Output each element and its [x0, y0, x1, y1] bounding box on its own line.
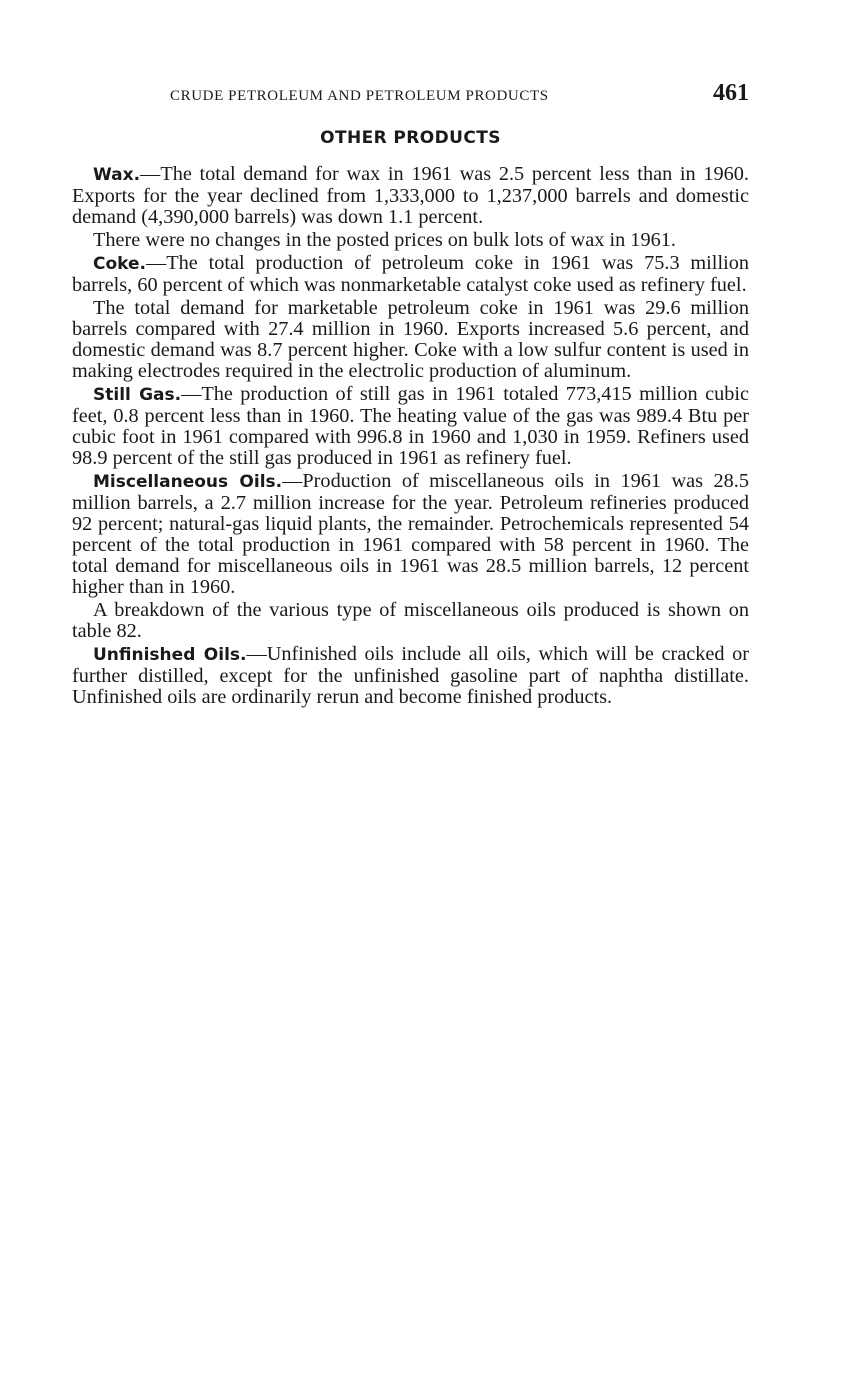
paragraph-text: —The total demand for wax in 1961 was 2.5 percent less than in 1960. Exports for the year declined from 1,333,000 to 1,237,000 barrels and domestic demand (4,390,000 barrels) was down 1.1 percent.: [72, 163, 749, 228]
paragraph-text: —Unfinished oils include all oils, which will be cracked or further distilled, except for the unfinished gasoline part of naphtha distillate. Unfinished oils are ordinarily rerun and become finished products.: [72, 643, 749, 708]
page-number: 461: [713, 80, 749, 106]
paragraph-lead-unfinished-oils: Unfinished Oils.: [93, 645, 247, 665]
section-title: OTHER PRODUCTS: [320, 128, 501, 148]
paragraph-miscellaneous-oils: [72, 471, 749, 598]
paragraph-wax-prices: [72, 230, 749, 251]
paragraph-text: —The total production of petroleum coke in 1961 was 75.3 million barrels, 60 percent of which was nonmarketable catalyst coke used as refinery fuel.: [72, 252, 749, 296]
running-header: [72, 80, 749, 112]
paragraph-text: There were no changes in the posted prices on bulk lots of wax in 1961.: [93, 229, 676, 251]
paragraph-text: The total demand for marketable petroleum coke in 1961 was 29.6 million barrels compared with 27.4 million in 1960. Exports increased 5.6 percent, and domestic demand was 8.7 percent higher. Coke with a low sulfur content is used in making electrodes required in the electrolic production of aluminum.: [72, 297, 749, 382]
document-page: [72, 80, 749, 710]
paragraph-wax: [72, 164, 749, 228]
paragraph-lead-coke: Coke.: [93, 254, 146, 274]
paragraph-unfinished-oils: [72, 644, 749, 708]
paragraph-lead-wax: Wax.: [93, 165, 141, 185]
paragraph-text: A breakdown of the various type of miscellaneous oils produced is shown on table 82.: [72, 599, 749, 642]
paragraph-lead-still-gas: Still Gas.: [93, 385, 182, 405]
running-title: CRUDE PETROLEUM AND PETROLEUM PRODUCTS: [170, 88, 549, 104]
paragraph-coke: [72, 253, 749, 296]
paragraph-still-gas: [72, 384, 749, 469]
paragraph-lead-miscellaneous-oils: Miscellaneous Oils.: [93, 472, 283, 492]
paragraph-breakdown: [72, 600, 749, 642]
paragraph-text: —The production of still gas in 1961 totaled 773,415 million cubic feet, 0.8 percent less than in 1960. The heating value of the gas was 989.4 Btu per cubic foot in 1961 compared with 996.8 in 1960 and 1,030 in 1959. Refiners used 98.9 percent of the still gas produced in 1961 as refinery fuel.: [72, 383, 749, 469]
paragraph-text: —Production of miscellaneous oils in 1961 was 28.5 million barrels, a 2.7 million increase for the year. Petroleum refineries produced 92 percent; natural-gas liquid plants, the remainder. Petrochemicals represented 54 percent of the total production in 1961 compared with 58 percent in 1960. The total demand for miscellaneous oils in 1961 was 28.5 million barrels, 12 percent higher than in 1960.: [72, 470, 749, 598]
paragraph-coke-demand: [72, 298, 749, 382]
